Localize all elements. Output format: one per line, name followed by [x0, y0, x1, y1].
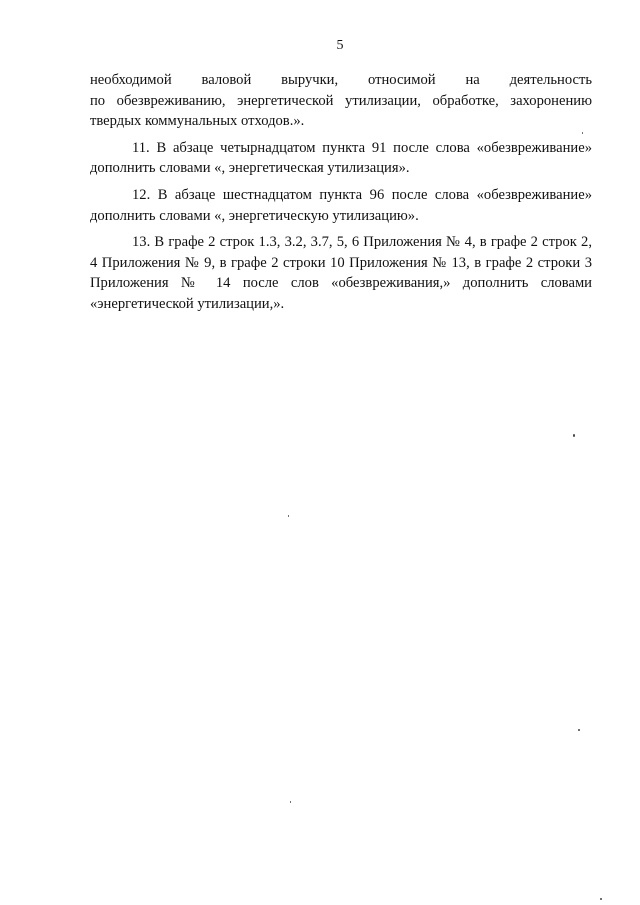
- scan-speck: [288, 515, 289, 517]
- scan-speck: [600, 898, 602, 900]
- text-line: Приложения № 14 после слов «обезвреживания,» дополнить словами: [90, 275, 592, 292]
- paragraph-continuation: [90, 70, 592, 132]
- text-line: 12. В абзаце шестнадцатом пункта 96 после слова «обезвреживание»: [132, 186, 592, 203]
- text-line: 11. В абзаце четырнадцатом пункта 91 после слова «обезвреживание»: [132, 139, 592, 156]
- scan-speck: [290, 801, 291, 803]
- text-line: твердых коммунальных отходов.».: [90, 113, 305, 130]
- scan-speck: [573, 434, 575, 437]
- paragraph-item-11: [90, 138, 592, 179]
- page-number: 5: [336, 38, 344, 53]
- text-line: 4 Приложения № 9, в графе 2 строки 10 Приложения № 13, в графе 2 строки 3: [90, 254, 592, 271]
- scan-speck: [578, 729, 580, 731]
- document-body: [90, 70, 592, 315]
- text-line: 13. В графе 2 строк 1.3, 3.2, 3.7, 5, 6 Приложения № 4, в графе 2 строк 2,: [132, 234, 592, 251]
- text-line: по обезвреживанию, энергетической утилизации, обработке, захоронению: [90, 92, 592, 109]
- text-line: дополнить словами «, энергетическую утилизацию».: [90, 207, 419, 224]
- text-line: дополнить словами «, энергетическая утилизация».: [90, 160, 410, 177]
- paragraph-item-12: [90, 185, 592, 226]
- paragraph-item-13: [90, 232, 592, 314]
- scan-speck: [582, 132, 583, 134]
- text-line: «энергетической утилизации,».: [90, 295, 285, 312]
- text-line: необходимой валовой выручки, относимой на деятельность: [90, 72, 592, 88]
